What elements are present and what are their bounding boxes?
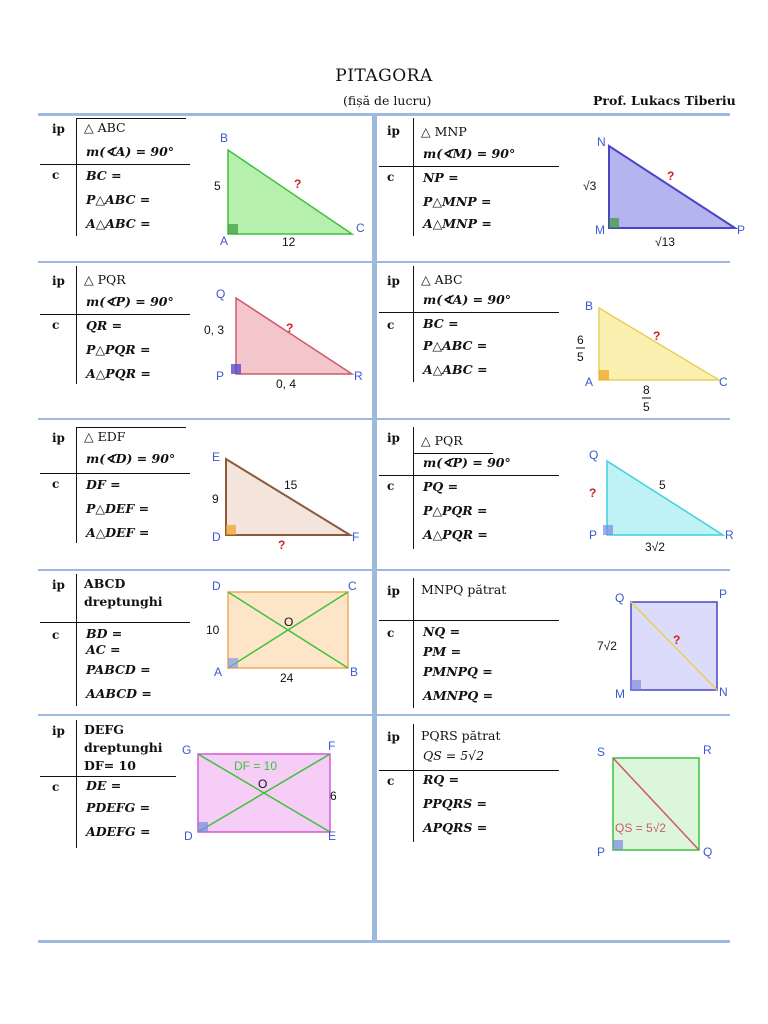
c-line: P△DEF =	[86, 501, 150, 516]
problem-cell	[379, 423, 734, 567]
svg-text:12: 12	[282, 235, 296, 249]
ip-line: m(∢P) = 90°	[86, 294, 174, 309]
grid-rule	[38, 569, 730, 571]
svg-text:?: ?	[589, 486, 597, 500]
c-line: PPQRS =	[423, 796, 487, 811]
c-label: c	[52, 628, 60, 642]
problem-cell	[40, 423, 370, 567]
c-line: QR =	[86, 318, 123, 333]
svg-text:√13: √13	[655, 235, 675, 249]
ip-label: ip	[387, 730, 400, 744]
ip-label: ip	[52, 274, 65, 288]
triangle-figure	[575, 126, 745, 256]
svg-text:R: R	[703, 743, 712, 757]
c-line: A△PQR =	[423, 527, 488, 542]
svg-text:R: R	[725, 528, 734, 542]
svg-text:3√2: 3√2	[645, 540, 665, 554]
ip-label: ip	[387, 431, 400, 445]
ip-label: ip	[52, 578, 65, 592]
c-line: A△DEF =	[86, 525, 150, 540]
triangle-figure	[575, 439, 745, 569]
c-line: A△PQR =	[86, 366, 151, 381]
problem-cell	[40, 118, 370, 260]
svg-text:6: 6	[330, 789, 337, 803]
ip-line: DEFG	[84, 722, 124, 737]
svg-text:C: C	[719, 375, 728, 389]
triangle-figure	[200, 441, 370, 571]
ip-label: ip	[387, 584, 400, 598]
ip-line: MNPQ pătrat	[421, 582, 507, 597]
ip-label: ip	[52, 431, 65, 445]
ip-line: △ EDF	[84, 429, 126, 444]
problem-cell	[40, 574, 370, 712]
svg-text:N: N	[719, 685, 728, 699]
c-line: PABCD =	[86, 662, 151, 677]
ip-line: m(∢P) = 90°	[423, 455, 511, 470]
ip-label: ip	[52, 724, 65, 738]
triangle-figure	[200, 280, 370, 410]
svg-text:?: ?	[278, 538, 286, 552]
svg-text:G: G	[182, 743, 192, 757]
problem-cell	[40, 720, 370, 860]
svg-text:P: P	[216, 369, 225, 383]
grid-rule	[38, 261, 730, 263]
svg-text:B: B	[585, 299, 594, 313]
page-title: PITAGORA	[335, 66, 433, 86]
ip-line: DF= 10	[84, 758, 136, 773]
svg-text:O: O	[284, 615, 294, 629]
svg-text:0, 3: 0, 3	[204, 323, 225, 337]
c-line: BD =	[86, 626, 123, 641]
svg-text:E: E	[212, 450, 221, 464]
c-line: P△ABC =	[86, 192, 151, 207]
svg-text:Q: Q	[216, 287, 226, 301]
c-label: c	[52, 477, 60, 491]
svg-text:7√2: 7√2	[597, 639, 617, 653]
problem-cell	[379, 118, 746, 260]
c-line: RQ =	[423, 772, 460, 787]
c-line: APQRS =	[423, 820, 488, 835]
ip-line: PQRS pătrat	[421, 728, 501, 743]
problem-cell	[40, 266, 370, 416]
svg-text:?: ?	[294, 177, 302, 191]
svg-text:P: P	[719, 587, 728, 601]
svg-text:10: 10	[206, 623, 220, 637]
grid-rule-bottom	[38, 940, 730, 943]
c-line: PDEFG =	[86, 800, 151, 815]
problem-cell	[379, 720, 729, 860]
ip-line: QS = 5√2	[423, 748, 485, 763]
svg-text:24: 24	[280, 671, 294, 685]
svg-text:P: P	[597, 845, 606, 859]
svg-text:D: D	[212, 530, 221, 544]
rectangle-figure	[200, 580, 370, 700]
c-line: A△MNP =	[423, 216, 492, 231]
c-line: NQ =	[423, 624, 461, 639]
svg-text:?: ?	[286, 321, 294, 335]
svg-text:5: 5	[659, 478, 666, 492]
svg-text:0, 4: 0, 4	[276, 377, 297, 391]
ip-line: dreptunghi	[84, 740, 163, 755]
svg-text:Q: Q	[589, 448, 599, 462]
svg-text:QS = 5√2: QS = 5√2	[615, 821, 666, 835]
ip-line: △ ABC	[84, 120, 126, 135]
c-line: DE =	[86, 778, 122, 793]
c-line: P△ABC =	[423, 338, 488, 353]
svg-text:A: A	[585, 375, 594, 389]
ip-line: m(∢A) = 90°	[423, 292, 512, 307]
c-line: DF =	[86, 477, 121, 492]
c-line: A△ABC =	[423, 362, 488, 377]
c-label: c	[387, 626, 395, 640]
svg-text:F: F	[352, 530, 360, 544]
svg-text:B: B	[350, 665, 359, 679]
svg-text:A: A	[220, 234, 229, 248]
svg-text:?: ?	[653, 329, 661, 343]
svg-text:15: 15	[284, 478, 298, 492]
svg-text:√3: √3	[583, 179, 597, 193]
c-line: PMNPQ =	[423, 664, 493, 679]
svg-text:5: 5	[643, 400, 650, 414]
ip-line: △ PQR	[84, 272, 126, 287]
svg-text:5: 5	[577, 350, 584, 364]
svg-text:N: N	[597, 135, 606, 149]
rectangle-figure	[182, 740, 362, 860]
ip-label: ip	[387, 274, 400, 288]
svg-text:DF = 10: DF = 10	[234, 759, 278, 773]
c-label: c	[387, 774, 395, 788]
c-line: ADEFG =	[86, 824, 151, 839]
ip-line: △ PQR	[421, 433, 463, 448]
c-label: c	[387, 318, 395, 332]
c-line: AC =	[86, 642, 121, 657]
svg-text:A: A	[214, 665, 223, 679]
svg-text:5: 5	[214, 179, 221, 193]
grid-rule-top	[38, 113, 730, 116]
c-line: PM =	[423, 644, 462, 659]
svg-text:P: P	[737, 223, 746, 237]
svg-text:S: S	[597, 745, 606, 759]
svg-text:R: R	[354, 369, 363, 383]
c-line: AABCD =	[86, 686, 152, 701]
ip-line: dreptunghi	[84, 594, 163, 609]
c-line: NP =	[423, 170, 459, 185]
problem-cell	[379, 266, 729, 416]
svg-text:?: ?	[667, 169, 675, 183]
c-label: c	[387, 479, 395, 493]
ip-line: △ ABC	[421, 272, 463, 287]
c-line: P△MNP =	[423, 194, 492, 209]
ip-label: ip	[387, 124, 400, 138]
problem-cell	[379, 574, 729, 712]
c-line: BC =	[86, 168, 122, 183]
ip-line: m(∢D) = 90°	[86, 451, 176, 466]
ip-line: m(∢M) = 90°	[423, 146, 516, 161]
c-line: BC =	[423, 316, 459, 331]
svg-text:Q: Q	[703, 845, 713, 859]
svg-text:B: B	[220, 131, 229, 145]
square-figure	[591, 740, 741, 870]
svg-text:M: M	[595, 223, 605, 237]
svg-text:Q: Q	[615, 591, 625, 605]
ip-label: ip	[52, 122, 65, 136]
svg-text:6: 6	[577, 333, 584, 347]
svg-text:O: O	[258, 777, 268, 791]
c-line: PQ =	[423, 479, 459, 494]
svg-text:M: M	[615, 687, 625, 701]
triangle-figure	[210, 128, 370, 248]
author-name: Prof. Lukacs Tiberiu	[593, 93, 736, 108]
c-line: P△PQR =	[423, 503, 488, 518]
grid-rule-vertical	[372, 116, 377, 942]
svg-text:F: F	[328, 739, 336, 753]
c-label: c	[52, 318, 60, 332]
c-line: A△ABC =	[86, 216, 151, 231]
c-label: c	[52, 168, 60, 182]
c-line: P△PQR =	[86, 342, 151, 357]
svg-text:8: 8	[643, 383, 650, 397]
ip-line: △ MNP	[421, 124, 467, 139]
svg-text:E: E	[328, 829, 337, 843]
square-figure	[591, 588, 761, 718]
svg-text:D: D	[184, 829, 193, 843]
svg-text:9: 9	[212, 492, 219, 506]
svg-text:P: P	[589, 528, 598, 542]
svg-text:C: C	[348, 579, 357, 593]
svg-text:?: ?	[673, 633, 681, 647]
c-label: c	[52, 780, 60, 794]
svg-text:D: D	[212, 579, 221, 593]
ip-line: m(∢A) = 90°	[86, 144, 175, 159]
ip-line: ABCD	[84, 576, 126, 591]
page-subtitle: (fișă de lucru)	[343, 93, 432, 108]
c-line: AMNPQ =	[423, 688, 494, 703]
c-label: c	[387, 170, 395, 184]
svg-text:C: C	[356, 221, 365, 235]
